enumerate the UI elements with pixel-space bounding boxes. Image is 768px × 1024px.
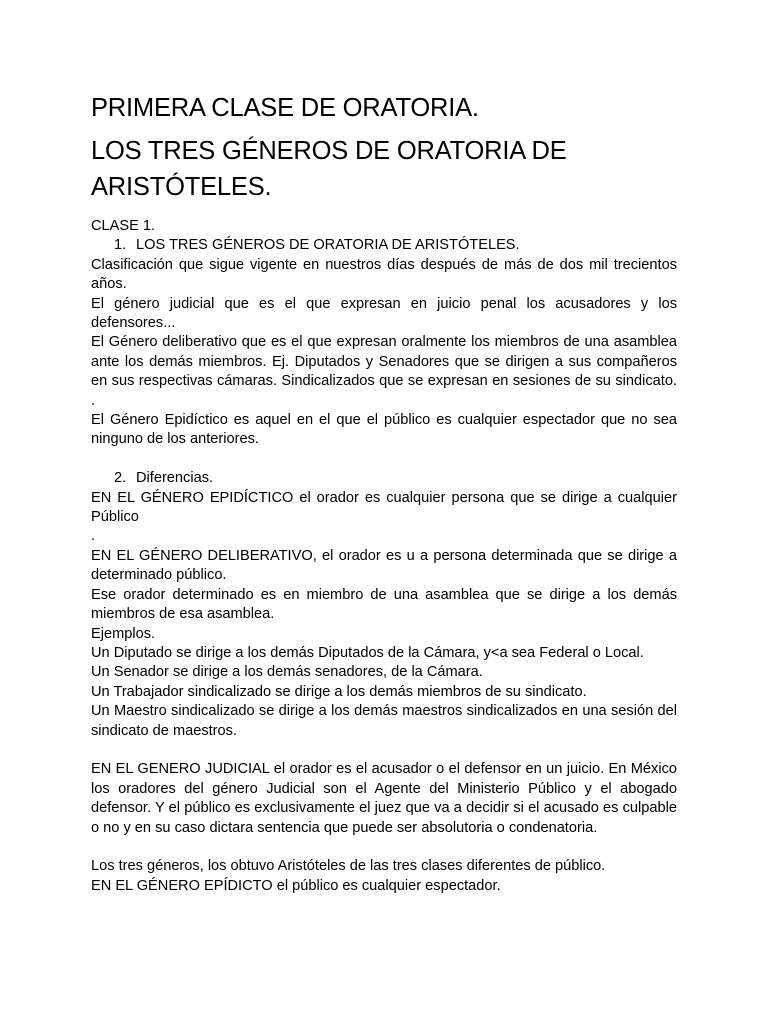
paragraph: Ese orador determinado es en miembro de una asamblea que se dirige a los demás miembros de esa asamblea. [91, 586, 677, 623]
list-item-1 [91, 236, 677, 255]
document-page [91, 90, 677, 896]
paragraph: EN EL GÉNERO EPIDÍCTICO el orador es cualquier persona que se dirige a cualquier Público [91, 489, 677, 526]
paragraph: Los tres géneros, los obtuvo Aristóteles de las tres clases diferentes de público. [91, 858, 606, 875]
paragraph: El género judicial que es el que expresan en juicio penal los acusadores y los defensores... [91, 295, 677, 332]
list-number: 1. [114, 237, 127, 254]
document-subtitle: LOS TRES GÉNEROS DE ORATORIA DE ARISTÓTELES. [91, 137, 567, 201]
list-item-text: Diferencias. [136, 470, 214, 487]
paragraph: Un Maestro sindicalizado se dirige a los demás maestros sindicalizados en una sesión del sindicato de maestros. [91, 703, 677, 739]
document-body [91, 217, 677, 896]
paragraph: Un Diputado se dirige a los demás Diputados de la Cámara, y<a sea Federal o Local. [91, 644, 644, 661]
paragraph: Ejemplos. [91, 625, 156, 642]
paragraph: EN EL GÉNERO DELIBERATIVO, el orador es u a persona determinada que se dirige a determinado público. [91, 547, 677, 584]
document-title: PRIMERA CLASE DE ORATORIA. [91, 94, 479, 122]
paragraph: Un Senador se dirige a los demás senadores, de la Cámara. [91, 664, 483, 681]
list-number: 2. [114, 470, 127, 487]
list-item-2 [91, 469, 677, 488]
paragraph: . [91, 528, 96, 545]
spacer [91, 450, 677, 469]
spacer [91, 741, 677, 760]
spacer [91, 838, 677, 857]
paragraph: EN EL GÉNERO EPÍDICTO el público es cualquier espectador. [91, 877, 501, 894]
paragraph: El Género Epidíctico es aquel en el que el público es cualquier espectador que no sea ninguno de los anteriores. [91, 412, 677, 448]
class-label: CLASE 1. [91, 218, 156, 234]
paragraph: El Género deliberativo que es el que expresan oralmente los miembros de una asamblea ante los demás miembros. Ej. Diputados y Senadores que se dirigen a sus compañeros en sus respectivas cámaras. Sindicalizados que se expresan en sesiones de su sindicato. . [91, 334, 677, 409]
paragraph: Un Trabajador sindicalizado se dirige a los demás miembros de su sindicato. [91, 683, 587, 700]
paragraph: EN EL GENERO JUDICIAL el orador es el acusador o el defensor en un juicio. En México los oradores del género Judicial son el Agente del Ministerio Público y el abogado defensor. Y el público es exclusivamente el juez que va a decidir si el acusado es culpable o no y en su caso dictara sentencia que puede ser absolutoria o condenatoria. [91, 761, 677, 836]
list-item-text: LOS TRES GÉNEROS DE ORATORIA DE ARISTÓTELES. [136, 237, 520, 254]
paragraph: Clasificación que sigue vigente en nuestros días después de más de dos mil trecientos años. [91, 256, 677, 293]
